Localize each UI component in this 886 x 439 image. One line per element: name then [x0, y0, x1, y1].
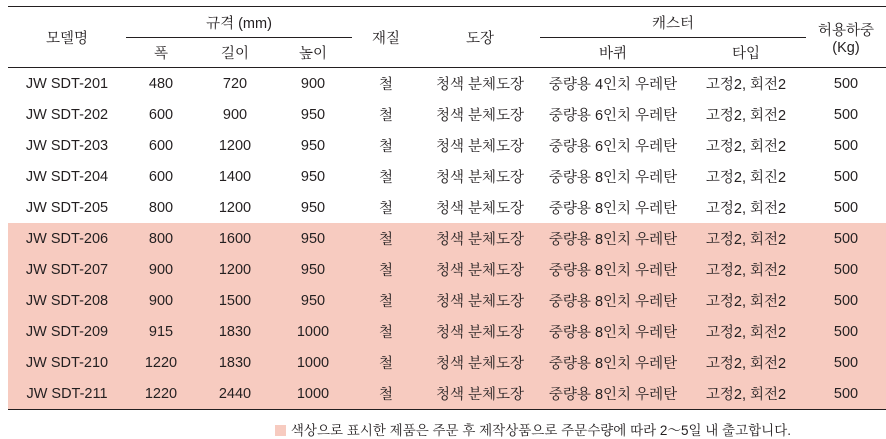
table-row: [8, 285, 886, 316]
cell-height: 950: [274, 254, 352, 285]
cell-model: JW SDT-204: [25, 168, 109, 185]
cell-material: 철: [352, 223, 420, 254]
cell-type: 고정2, 회전2: [705, 201, 787, 217]
cell-type: 고정2, 회전2: [705, 108, 787, 124]
cell-model: JW SDT-206: [8, 223, 126, 254]
col-header-type: 타입: [686, 38, 806, 68]
cell-model: JW SDT-201: [25, 75, 109, 92]
table-row: [8, 99, 886, 130]
cell-material: 철: [352, 285, 420, 316]
cell-paint: 청색 분체도장: [435, 77, 525, 93]
cell-wheel: 중량용 8인치 우레탄: [540, 254, 686, 285]
table-row: [8, 254, 886, 285]
col-header-model: 모델명: [8, 7, 126, 68]
cell-model: JW SDT-211: [8, 378, 126, 410]
cell-wheel: 중량용 8인치 우레탄: [548, 170, 678, 186]
cell-length: 1200: [218, 137, 252, 154]
table-row: [8, 130, 886, 161]
col-header-caster-group: 캐스터: [540, 7, 806, 38]
cell-type: 고정2, 회전2: [705, 139, 787, 155]
cell-model: JW SDT-205: [25, 199, 109, 216]
cell-height: 1000: [274, 347, 352, 378]
cell-type: 고정2, 회전2: [686, 378, 806, 410]
cell-type: 고정2, 회전2: [686, 254, 806, 285]
cell-material: 철: [378, 108, 393, 124]
cell-load: 500: [806, 316, 886, 347]
col-header-load-label: 허용하중: [817, 22, 875, 39]
cell-load: 500: [806, 223, 886, 254]
cell-material: 철: [352, 254, 420, 285]
table-row: [8, 347, 886, 378]
cell-model: JW SDT-207: [8, 254, 126, 285]
cell-material: 철: [378, 139, 393, 155]
footnote: [8, 419, 791, 439]
cell-wheel: 중량용 8인치 우레탄: [548, 201, 678, 217]
cell-paint: 청색 분체도장: [435, 170, 525, 186]
cell-material: 철: [352, 347, 420, 378]
cell-width: 800: [148, 199, 174, 216]
cell-model: JW SDT-202: [25, 106, 109, 123]
cell-width: 900: [126, 285, 196, 316]
cell-type: 고정2, 회전2: [686, 223, 806, 254]
cell-wheel: 중량용 8인치 우레탄: [540, 378, 686, 410]
cell-height: 950: [300, 137, 326, 154]
cell-width: 600: [148, 168, 174, 185]
cell-length: 720: [222, 75, 248, 92]
cell-wheel: 중량용 6인치 우레탄: [548, 139, 678, 155]
cell-length: 1200: [196, 254, 274, 285]
cell-length: 1400: [218, 168, 252, 185]
cell-length: 900: [222, 106, 248, 123]
cell-type: 고정2, 회전2: [705, 77, 787, 93]
cell-wheel: 중량용 8인치 우레탄: [540, 223, 686, 254]
cell-model: JW SDT-209: [8, 316, 126, 347]
col-header-width: 폭: [126, 38, 196, 68]
cell-wheel: 중량용 4인치 우레탄: [548, 77, 678, 93]
table-row: [8, 161, 886, 192]
cell-type: 고정2, 회전2: [686, 285, 806, 316]
col-header-load-unit: (Kg): [832, 39, 860, 56]
cell-material: 철: [378, 201, 393, 217]
table-row: [8, 192, 886, 223]
cell-width: 915: [126, 316, 196, 347]
col-header-paint: 도장: [420, 7, 540, 68]
table-body: [8, 68, 886, 410]
table-header: [8, 7, 886, 68]
table-row: [8, 68, 886, 100]
table-row: [8, 316, 886, 347]
cell-height: 950: [300, 168, 326, 185]
table-row: [8, 378, 886, 410]
cell-height: 950: [274, 285, 352, 316]
cell-height: 950: [300, 199, 326, 216]
cell-load: 500: [833, 137, 859, 154]
cell-wheel: 중량용 6인치 우레탄: [548, 108, 678, 124]
cell-height: 950: [300, 106, 326, 123]
cell-paint: 청색 분체도장: [420, 285, 540, 316]
cell-length: 1200: [218, 199, 252, 216]
cell-height: 950: [274, 223, 352, 254]
cell-width: 600: [148, 106, 174, 123]
cell-wheel: 중량용 8인치 우레탄: [540, 347, 686, 378]
cell-height: 1000: [274, 316, 352, 347]
cell-height: 900: [300, 75, 326, 92]
cell-paint: 청색 분체도장: [420, 347, 540, 378]
cell-type: 고정2, 회전2: [686, 316, 806, 347]
cell-paint: 청색 분체도장: [435, 139, 525, 155]
cell-load: 500: [806, 347, 886, 378]
col-header-length: 길이: [196, 38, 274, 68]
col-header-load: [806, 7, 886, 68]
cell-type: 고정2, 회전2: [686, 347, 806, 378]
cell-load: 500: [833, 106, 859, 123]
cell-length: 1600: [196, 223, 274, 254]
cell-width: 1220: [126, 378, 196, 410]
cell-material: 철: [352, 316, 420, 347]
cell-model: JW SDT-210: [8, 347, 126, 378]
cell-length: 1830: [196, 347, 274, 378]
cell-type: 고정2, 회진2: [705, 170, 787, 186]
cell-material: 철: [378, 77, 393, 93]
col-header-wheel: 바퀴: [540, 38, 686, 68]
specification-table: [8, 6, 886, 410]
cell-length: 1500: [196, 285, 274, 316]
cell-load: 500: [833, 168, 859, 185]
cell-length: 2440: [196, 378, 274, 410]
cell-load: 500: [806, 254, 886, 285]
cell-height: 1000: [274, 378, 352, 410]
cell-load: 500: [833, 75, 859, 92]
cell-width: 1220: [126, 347, 196, 378]
cell-paint: 청색 분체도장: [420, 223, 540, 254]
footnote-text: 색상으로 표시한 제품은 주문 후 제작상품으로 주문수량에 따라 2～5일 내 출고합니다.: [290, 423, 791, 438]
cell-model: JW SDT-203: [25, 137, 109, 154]
cell-load: 500: [806, 378, 886, 410]
header-row-top: [8, 7, 886, 38]
cell-width: 480: [148, 75, 174, 92]
cell-width: 900: [126, 254, 196, 285]
table-row: [8, 223, 886, 254]
cell-wheel: 중량용 8인치 우레탄: [540, 285, 686, 316]
cell-wheel: 중량용 8인치 우레탄: [540, 316, 686, 347]
cell-paint: 청색 분체도장: [420, 316, 540, 347]
cell-paint: 청색 분체도장: [435, 201, 525, 217]
cell-paint: 청색 분체도장: [420, 378, 540, 410]
cell-paint: 청색 분체도장: [420, 254, 540, 285]
cell-width: 800: [126, 223, 196, 254]
cell-paint: 청색 분체도장: [435, 108, 525, 124]
cell-material: 철: [378, 170, 393, 186]
col-header-material: 재질: [352, 7, 420, 68]
col-header-height: 높이: [274, 38, 352, 68]
cell-length: 1830: [196, 316, 274, 347]
cell-width: 600: [148, 137, 174, 154]
color-swatch-icon: [275, 425, 286, 436]
cell-model: JW SDT-208: [8, 285, 126, 316]
cell-load: 500: [806, 285, 886, 316]
cell-load: 500: [833, 199, 859, 216]
cell-material: 철: [352, 378, 420, 410]
col-header-spec-group: 규격 (mm): [126, 7, 352, 38]
